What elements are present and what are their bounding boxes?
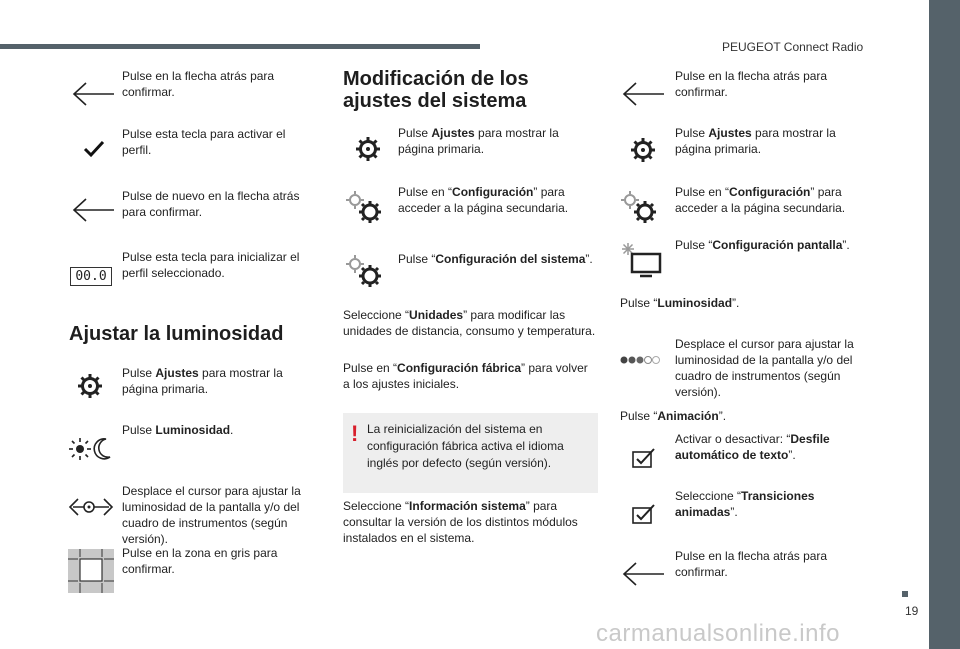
sys-step-configuration: Pulse en “Configuración” para acceder a la página secundaria. xyxy=(398,185,569,215)
back-arrow-icon xyxy=(70,196,116,224)
disp-step-settings: Pulse Ajustes para mostrar la página primaria. xyxy=(675,126,836,156)
end-marker xyxy=(902,591,908,597)
screen-settings-icon xyxy=(620,242,664,278)
sys-factory-paragraph: Pulse en “Configuración fábrica” para volver a los ajustes iniciales. xyxy=(343,361,588,391)
back-arrow-icon xyxy=(620,80,666,108)
lum-step-grey-zone: Pulse en la zona en gris para confirmar. xyxy=(122,546,278,576)
sys-step-settings: Pulse Ajustes para mostrar la página primaria. xyxy=(398,126,559,156)
side-band xyxy=(929,0,960,649)
warning-note-text: La reinicialización del sistema en configuración fábrica activa el idioma inglés por defecto (según versión). xyxy=(367,422,564,470)
page-header: PEUGEOT Connect Radio xyxy=(722,40,864,54)
brightness-moon-icon xyxy=(68,436,114,462)
step-back-again: Pulse de nuevo en la flecha atrás para confirmar. xyxy=(122,189,300,219)
section-heading-system: Modificación de los ajustes del sistema xyxy=(343,68,529,112)
gear-icon xyxy=(77,373,103,399)
disp-step-transitions: Seleccione “Transiciones animadas”. xyxy=(675,489,815,519)
disp-brightness-paragraph: Pulse “Luminosidad”. xyxy=(620,296,740,310)
gear-icon xyxy=(630,137,656,163)
top-rule xyxy=(0,44,480,49)
section-heading-brightness: Ajustar la luminosidad xyxy=(69,323,284,345)
settings-gears-icon xyxy=(620,190,660,226)
settings-gears-icon xyxy=(345,190,385,226)
sys-step-system-config: Pulse “Configuración del sistema”. xyxy=(398,252,593,266)
lum-step-brightness: Pulse Luminosidad. xyxy=(122,423,234,437)
back-arrow-icon xyxy=(620,560,666,588)
disp-step-text-scroll: Activar o desactivar: “Desfile automático de texto”. xyxy=(675,432,830,462)
checkmark-icon xyxy=(83,140,105,158)
lum-step-slider: Desplace el cursor para ajustar la luminosidad de la pantalla y/o del cuadro de instrumentos (según versión). xyxy=(122,484,301,546)
slider-icon xyxy=(68,496,114,518)
step-activate-profile: Pulse esta tecla para activar el perfil. xyxy=(122,127,286,157)
disp-step-screen-config: Pulse “Configuración pantalla”. xyxy=(675,238,850,252)
warning-note xyxy=(343,413,598,493)
disp-step-slider: Desplace el cursor para ajustar la luminosidad de la pantalla y/o del cuadro de instrumentos (según versión). xyxy=(675,337,854,399)
dots-slider-icon xyxy=(620,355,660,365)
step-reset-profile: Pulse esta tecla para inicializar el perfil seleccionado. xyxy=(122,250,300,280)
checkbox-icon xyxy=(632,504,656,524)
gear-icon xyxy=(355,136,381,162)
reset-key-icon: 00.0 xyxy=(70,267,112,286)
sys-units-paragraph: Seleccione “Unidades” para modificar las unidades de distancia, consumo y temperatura. xyxy=(343,308,596,338)
disp-step-back: Pulse en la flecha atrás para confirmar. xyxy=(675,69,828,99)
grey-zone-icon xyxy=(68,549,114,593)
lum-step-settings: Pulse Ajustes para mostrar la página primaria. xyxy=(122,366,283,396)
checkbox-icon xyxy=(632,448,656,468)
step-back-confirm: Pulse en la flecha atrás para confirmar. xyxy=(122,69,275,99)
disp-step-back-final: Pulse en la flecha atrás para confirmar. xyxy=(675,549,828,579)
back-arrow-icon xyxy=(70,80,116,108)
page-number: 19 xyxy=(905,604,919,618)
sys-info-paragraph: Seleccione “Información sistema” para consultar la versión de los distintos módulos instalados en el sistema. xyxy=(343,499,578,545)
disp-step-configuration: Pulse en “Configuración” para acceder a la página secundaria. xyxy=(675,185,846,215)
warning-icon: ! xyxy=(351,421,359,446)
disp-animation-paragraph: Pulse “Animación”. xyxy=(620,409,727,423)
settings-gears-icon xyxy=(345,254,385,290)
watermark: carmanualsonline.info xyxy=(596,620,840,647)
